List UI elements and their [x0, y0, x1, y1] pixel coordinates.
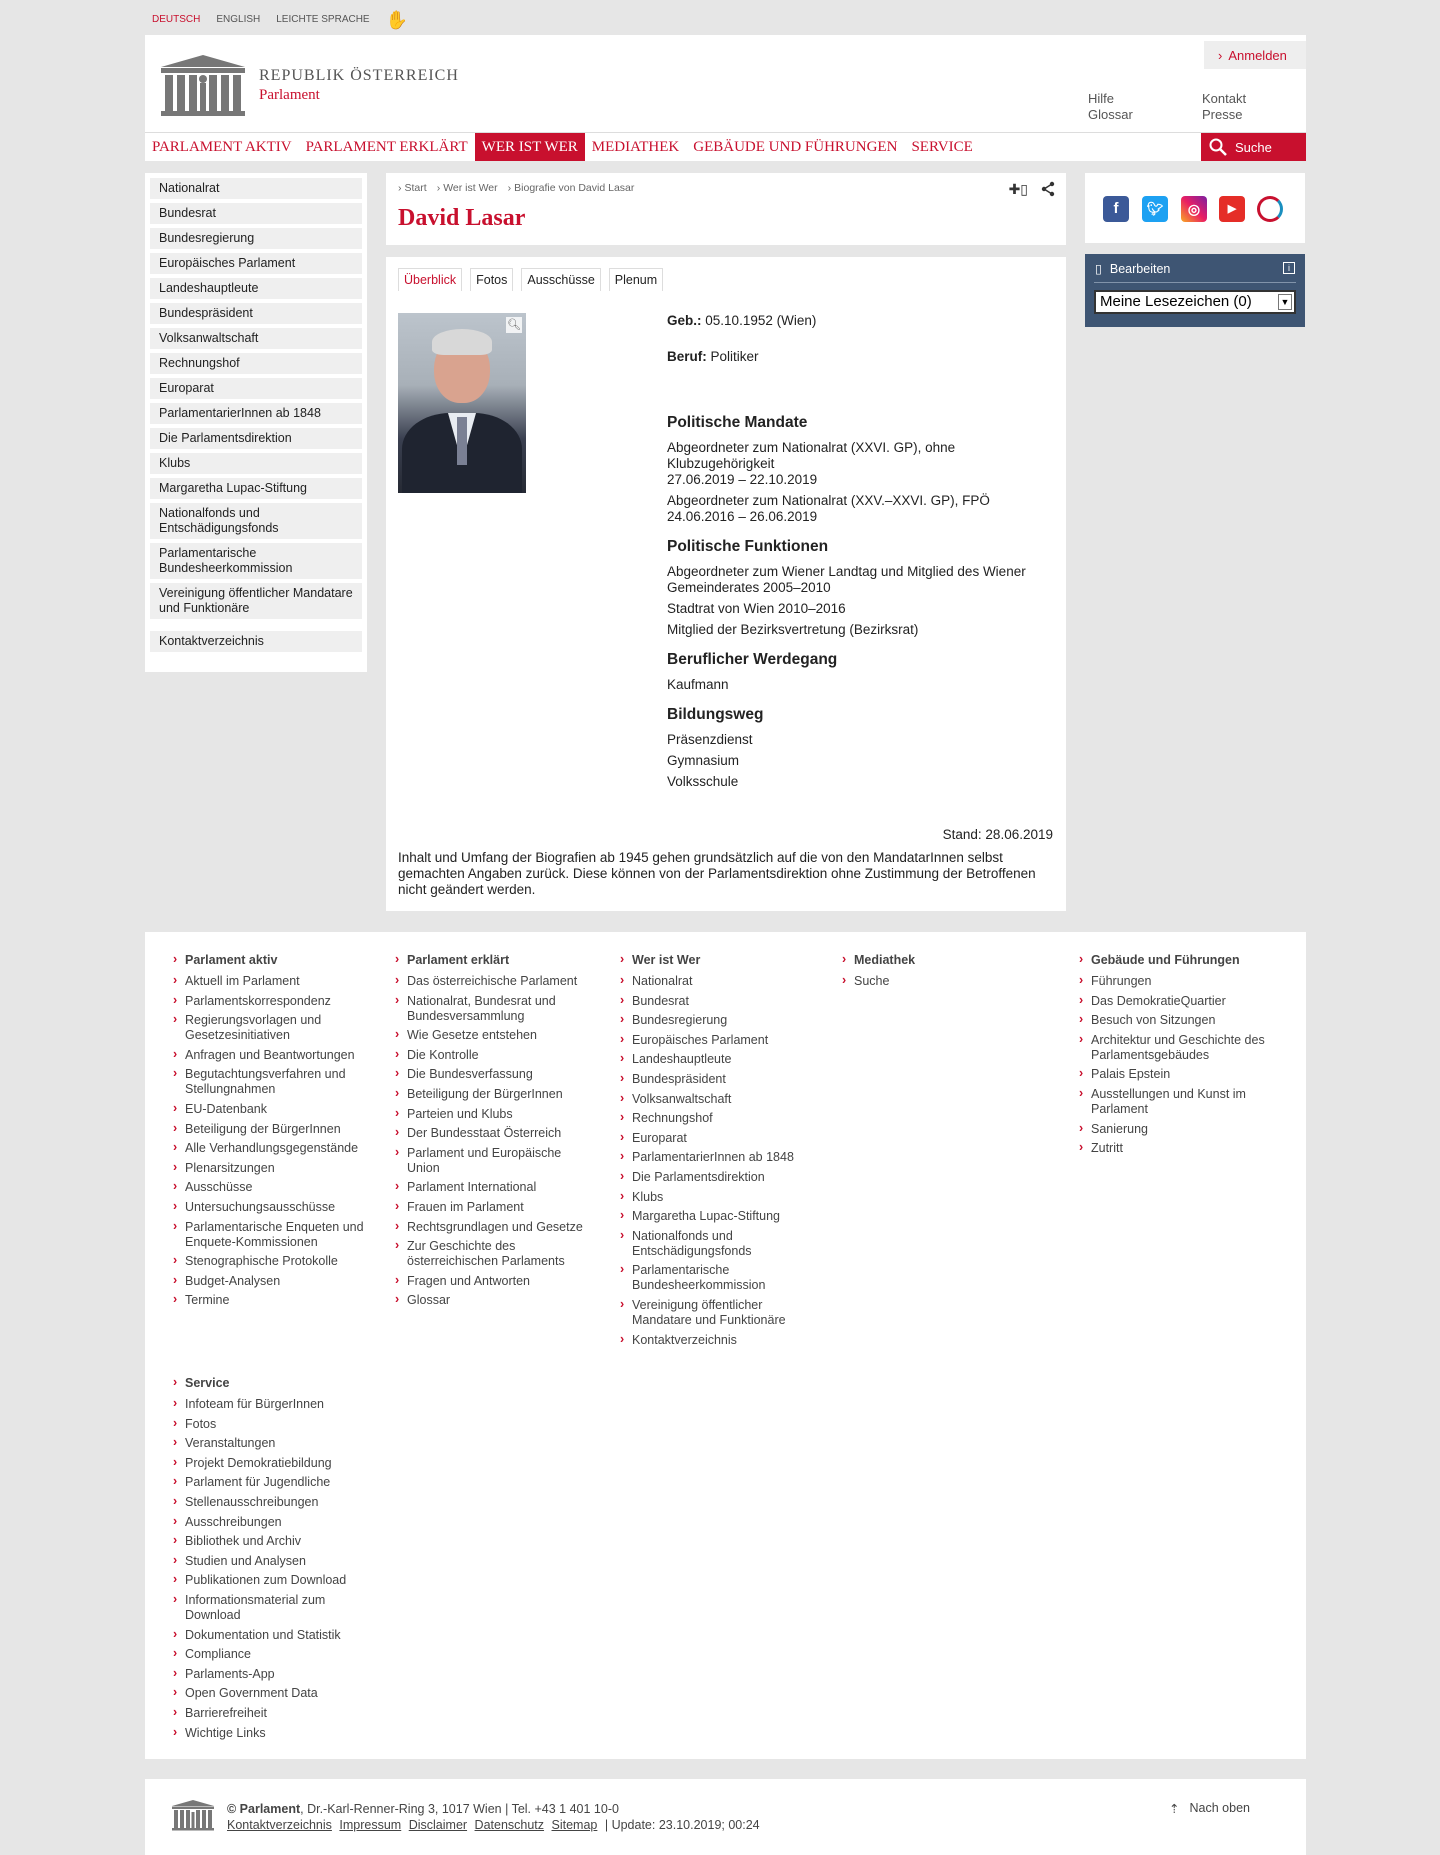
function-entry: Stadtrat von Wien 2010–2016 [667, 601, 846, 616]
nav-gebaeude[interactable]: GEBÄUDE UND FÜHRUNGEN [693, 138, 898, 155]
sitemap-link[interactable]: › Publikationen zum Download [173, 1573, 373, 1588]
press-link[interactable]: Presse [1202, 107, 1243, 122]
sitemap-link[interactable]: › Budget-Analysen [173, 1274, 373, 1289]
arrow-up-icon: ⇡ [1169, 1802, 1180, 1816]
mandate-entry: Abgeordneter zum Nationalrat (XXVI. GP), ohne Klubzugehörigkeit 27.06.2019 – 22.10.2019 [667, 440, 956, 487]
footer-link-impressum[interactable]: Impressum [339, 1818, 402, 1832]
parliament-logo[interactable] [159, 53, 459, 117]
education-heading: Bildungsweg [667, 706, 764, 723]
sitemap-link[interactable]: › Beteiligung der BürgerInnen [395, 1087, 595, 1102]
sitemap-link[interactable]: › Alle Verhandlungsgegenstände [173, 1141, 373, 1156]
sidebar-item-parlamentarierinnen[interactable]: ParlamentarierInnen ab 1848 [150, 403, 362, 424]
language-bar [152, 9, 409, 30]
sitemap-heading[interactable]: › Wer ist Wer [620, 953, 820, 968]
disclaimer-text: Inhalt und Umfang der Biografien ab 1945 gehen grundsätzlich auf die von den MandatarInnen selbst gemachten Angaben zurück. Diese können von der Parlamentsdirektion ohne Zustimmung der Betroffenen nicht geändert werden. [398, 850, 1036, 897]
sitemap-link[interactable]: › Nationalfonds und Entschädigungsfonds [620, 1229, 820, 1259]
sitemap-link[interactable]: › Vereinigung öffentlicher Mandatare und Funktionäre [620, 1298, 820, 1328]
sitemap-link[interactable]: › Parlament und Europäische Union [395, 1146, 595, 1176]
title-box [386, 173, 1066, 245]
footer-link-disclaimer[interactable]: Disclaimer [408, 1818, 468, 1832]
function-entry: Abgeordneter zum Wiener Landtag und Mitglied des Wiener Gemeinderates 2005–2010 [667, 564, 1026, 595]
breadcrumb-current: › Biografie von David Lasar [508, 182, 635, 194]
sitemap-link[interactable]: › Rechtsgrundlagen und Gesetze [395, 1220, 595, 1235]
tab-ueberblick[interactable]: Überblick [398, 268, 462, 291]
sitemap-link[interactable]: › Dokumentation und Statistik [173, 1628, 373, 1643]
last-updated: Stand: 28.06.2019 [942, 827, 1053, 842]
footer-update: | Update: 23.10.2019; 00:24 [604, 1818, 760, 1832]
contact-link[interactable]: Kontakt [1202, 91, 1247, 106]
sitemap-heading[interactable]: › Parlament erklärt [395, 953, 595, 968]
chevron-down-icon: ▼ [1278, 294, 1292, 310]
sitemap-link[interactable]: › Bibliothek und Archiv [173, 1534, 373, 1549]
profile-tabs [398, 268, 663, 291]
sitemap-link[interactable]: › Plenarsitzungen [173, 1161, 373, 1176]
sidebar-item-bundesregierung[interactable]: Bundesregierung [150, 228, 362, 249]
meta-links-2 [1202, 91, 1246, 123]
sitemap-link[interactable]: › Aktuell im Parlament [173, 974, 373, 989]
footer-address: © Parlament, Dr.-Karl-Renner-Ring 3, 1017 Wien | Tel. +43 1 401 10-0 Kontaktverzeichnis Impressum Disclaimer Datenschutz Sitemap | Update: 23.10.2019; 00:24 [227, 1802, 760, 1832]
instagram-icon[interactable]: ◎ [1181, 196, 1207, 222]
sitemap-link[interactable]: › Parlaments-App [173, 1667, 373, 1682]
sitemap-link[interactable]: › EU-Datenbank [173, 1102, 373, 1117]
sitemap-link[interactable]: › Anfragen und Beantwortungen [173, 1048, 373, 1063]
sitemap-heading[interactable]: › Service [173, 1376, 373, 1391]
sidebar-item-volksanwaltschaft[interactable]: Volksanwaltschaft [150, 328, 362, 349]
meta-links-1 [1088, 91, 1133, 123]
bottom-footer [145, 1779, 1306, 1855]
nav-parlament-aktiv[interactable]: PARLAMENT AKTIV [152, 138, 292, 155]
sitemap-link[interactable]: › Termine [173, 1293, 373, 1308]
bookmark-icon: ▯ [1095, 262, 1102, 276]
sitemap-link[interactable]: › Suche [842, 974, 1042, 989]
sitemap-link[interactable]: › Europäisches Parlament [620, 1033, 820, 1048]
sitemap-link[interactable]: › Begutachtungsverfahren und Stellungnahmen [173, 1067, 373, 1097]
sitemap-link[interactable]: › Bundesregierung [620, 1013, 820, 1028]
tab-ausschuesse[interactable]: Ausschüsse [521, 268, 600, 291]
education-entry: Gymnasium [667, 753, 740, 768]
sitemap-link[interactable]: › Rechnungshof [620, 1111, 820, 1126]
sidebar-item-vereinigung[interactable]: Vereinigung öffentlicher Mandatare und Funktionäre [150, 583, 362, 619]
sitemap-link[interactable]: › Ausstellungen und Kunst im Parlament [1079, 1087, 1279, 1117]
career-heading: Beruflicher Werdegang [667, 651, 838, 668]
sitemap-link[interactable]: › Ausschüsse [173, 1180, 373, 1195]
parliament-building-icon [171, 1799, 215, 1831]
page-title: David Lasar [398, 205, 526, 231]
page-tools [1009, 181, 1056, 198]
sidebar-item-europarat[interactable]: Europarat [150, 378, 362, 399]
sidebar-item-bundesrat[interactable]: Bundesrat [150, 203, 362, 224]
glossary-link[interactable]: Glossar [1088, 107, 1133, 122]
function-entry: Mitglied der Bezirksvertretung (Bezirksrat) [667, 622, 919, 637]
login-button[interactable]: › Anmelden [1204, 41, 1306, 69]
sitemap-link[interactable]: › Veranstaltungen [173, 1436, 373, 1451]
sitemap-link[interactable]: › Untersuchungsausschüsse [173, 1200, 373, 1215]
sidebar-item-bundespraesident[interactable]: Bundespräsident [150, 303, 362, 324]
site-header [145, 35, 1306, 161]
lang-deutsch[interactable]: DEUTSCH [152, 14, 201, 25]
demokratiewebstatt-icon[interactable] [1257, 196, 1283, 222]
sitemap-link[interactable]: › Bundespräsident [620, 1072, 820, 1087]
share-icon[interactable] [1040, 181, 1056, 197]
sitemap-link[interactable]: › Ausschreibungen [173, 1515, 373, 1530]
sitemap-link[interactable]: › Sanierung [1079, 1122, 1279, 1137]
sitemap-col-parlament-aktiv [173, 953, 373, 1313]
help-link[interactable]: Hilfe [1088, 91, 1115, 106]
sitemap-link[interactable]: › Wichtige Links [173, 1726, 373, 1741]
job-row: Beruf: Politiker [667, 349, 759, 364]
career-entry: Kaufmann [667, 677, 729, 692]
profile-facts [667, 313, 1057, 795]
info-icon[interactable]: i [1283, 262, 1295, 274]
sitemap-link[interactable]: › Stenographische Protokolle [173, 1254, 373, 1269]
sitemap-heading[interactable]: › Mediathek [842, 953, 1042, 968]
sitemap-link[interactable]: › Zutritt [1079, 1141, 1279, 1156]
sitemap-link[interactable]: › Studien und Analysen [173, 1554, 373, 1569]
sitemap-link[interactable]: › Parlament International [395, 1180, 595, 1195]
sitemap-link[interactable]: › Die Kontrolle [395, 1048, 595, 1063]
sidebar-item-nationalrat[interactable]: Nationalrat [150, 178, 362, 199]
biography-content [386, 257, 1066, 911]
sitemap-col-mediathek [842, 953, 1042, 994]
footer-link-datenschutz[interactable]: Datenschutz [474, 1818, 545, 1832]
sitemap-link[interactable]: › Beteiligung der BürgerInnen [173, 1122, 373, 1137]
nav-service[interactable]: SERVICE [911, 138, 973, 155]
sitemap-link[interactable]: › Parlamentarische Bundesheerkommission [620, 1263, 820, 1293]
mandates-heading: Politische Mandate [667, 414, 808, 431]
sidebar-item-landeshauptleute[interactable]: Landeshauptleute [150, 278, 362, 299]
education-entry: Präsenzdienst [667, 732, 753, 747]
sitemap-link[interactable]: › Nationalrat, Bundesrat und Bundesversammlung [395, 994, 595, 1024]
job-value: Politiker [710, 349, 759, 364]
search-button[interactable]: Suche [1201, 133, 1306, 161]
nav-wer-ist-wer[interactable]: WER IST WER [475, 133, 585, 161]
sidebar-item-lupac-stiftung[interactable]: Margaretha Lupac-Stiftung [150, 478, 362, 499]
mandate-entry: Abgeordneter zum Nationalrat (XXV.–XXVI. GP), FPÖ 24.06.2016 – 26.06.2019 [667, 493, 990, 524]
bookmark-edit[interactable]: Bearbeiten [1109, 261, 1171, 276]
sitemap-col-wer-ist-wer [620, 953, 820, 1352]
sitemap-link[interactable]: › Das österreichische Parlament [395, 974, 595, 989]
add-bookmark-icon[interactable]: ✚▯ [1008, 181, 1028, 197]
sitemap-link[interactable]: › Nationalrat [620, 974, 820, 989]
footer-link-kontaktverzeichnis[interactable]: Kontaktverzeichnis [227, 1818, 332, 1832]
sitemap-link[interactable]: › Parlamentarische Enqueten und Enquete-Kommissionen [173, 1220, 373, 1250]
facebook-icon[interactable]: f [1103, 196, 1129, 222]
sitemap-link[interactable]: › Glossar [395, 1293, 595, 1308]
social-media-box [1085, 173, 1305, 243]
nav-mediathek[interactable]: MEDIATHEK [591, 138, 680, 155]
footer-sitemap [145, 932, 1306, 1759]
sitemap-link[interactable]: › Palais Epstein [1079, 1067, 1279, 1082]
breadcrumb-wer-ist-wer[interactable]: › Wer ist Wer [437, 182, 498, 194]
sidebar-item-rechnungshof[interactable]: Rechnungshof [150, 353, 362, 374]
sitemap-link[interactable]: › ParlamentarierInnen ab 1848 [620, 1150, 820, 1165]
sitemap-link[interactable]: › Das DemokratieQuartier [1079, 994, 1279, 1009]
sitemap-link[interactable]: › Margaretha Lupac-Stiftung [620, 1209, 820, 1224]
sitemap-link[interactable]: › Architektur und Geschichte des Parlamentsgebäudes [1079, 1033, 1279, 1063]
sitemap-link[interactable]: › Informationsmaterial zum Download [173, 1593, 373, 1623]
sitemap-link[interactable]: › Die Bundesverfassung [395, 1067, 595, 1082]
sitemap-link[interactable]: › Fotos [173, 1417, 373, 1432]
sitemap-col-service [173, 1376, 373, 1745]
tab-fotos[interactable]: Fotos [470, 268, 513, 291]
sitemap-link[interactable]: › Besuch von Sitzungen [1079, 1013, 1279, 1028]
sitemap-link[interactable]: › Parteien und Klubs [395, 1107, 595, 1122]
sidebar-item-eu-parlament[interactable]: Europäisches Parlament [150, 253, 362, 274]
sitemap-link[interactable]: › Barrierefreiheit [173, 1706, 373, 1721]
sidebar-nav [145, 173, 367, 672]
sitemap-link[interactable]: › Kontaktverzeichnis [620, 1333, 820, 1348]
lang-english[interactable]: ENGLISH [216, 14, 261, 25]
sidebar-item-nationalfonds[interactable]: Nationalfonds und Entschädigungsfonds [150, 503, 362, 539]
birth-value: 05.10.1952 (Wien) [705, 313, 817, 328]
tab-plenum[interactable]: Plenum [609, 268, 663, 291]
sitemap-link[interactable]: › Stellenausschreibungen [173, 1495, 373, 1510]
logo-title: REPUBLIK ÖSTERREICH [259, 66, 459, 84]
sitemap-link[interactable]: › Regierungsvorlagen und Gesetzesinitiativen [173, 1013, 373, 1043]
parliament-building-icon [159, 53, 247, 117]
back-to-top-link[interactable]: ⇡ Nach oben [1169, 1801, 1250, 1816]
zoom-icon[interactable]: 🔍︎ [507, 319, 521, 331]
footer-link-sitemap[interactable]: Sitemap [551, 1818, 598, 1832]
sitemap-link[interactable]: › Parlament für Jugendliche [173, 1475, 373, 1490]
nav-parlament-erklaert[interactable]: PARLAMENT ERKLÄRT [305, 138, 468, 155]
sitemap-link[interactable]: › Frauen im Parlament [395, 1200, 595, 1215]
sitemap-link[interactable]: › Volksanwaltschaft [620, 1092, 820, 1107]
sitemap-link[interactable]: › Infoteam für BürgerInnen [173, 1397, 373, 1412]
sitemap-link[interactable]: › Zur Geschichte des österreichischen Parlaments [395, 1239, 595, 1269]
sitemap-link[interactable]: › Compliance [173, 1647, 373, 1662]
sidebar-item-kontaktverzeichnis[interactable]: Kontaktverzeichnis [150, 631, 362, 652]
breadcrumb [398, 182, 634, 194]
sitemap-link[interactable]: › Landeshauptleute [620, 1052, 820, 1067]
sitemap-col-gebaeude [1079, 953, 1279, 1161]
sitemap-heading[interactable]: › Parlament aktiv [173, 953, 373, 968]
functions-heading: Politische Funktionen [667, 538, 829, 555]
sitemap-link[interactable]: › Bundesrat [620, 994, 820, 1009]
sitemap-link[interactable]: › Open Government Data [173, 1686, 373, 1701]
sitemap-col-parlament-erklaert [395, 953, 595, 1313]
birth-row: Geb.: 05.10.1952 (Wien) [667, 313, 817, 328]
sitemap-link[interactable]: › Der Bundesstaat Österreich [395, 1126, 595, 1141]
sitemap-link[interactable]: › Projekt Demokratiebildung [173, 1456, 373, 1471]
sidebar-item-klubs[interactable]: Klubs [150, 453, 362, 474]
logo-subtitle: Parlament [259, 86, 320, 103]
youtube-icon[interactable]: ▶ [1219, 196, 1245, 222]
sitemap-link[interactable]: › Die Parlamentsdirektion [620, 1170, 820, 1185]
sitemap-link[interactable]: › Europarat [620, 1131, 820, 1146]
sidebar-item-bundesheerkommission[interactable]: Parlamentarische Bundesheerkommission [150, 543, 362, 579]
sitemap-link[interactable]: › Wie Gesetze entstehen [395, 1028, 595, 1043]
sidebar-item-parlamentsdirektion[interactable]: Die Parlamentsdirektion [150, 428, 362, 449]
sign-language-icon[interactable]: ✋ [385, 9, 409, 30]
sitemap-link[interactable]: › Führungen [1079, 974, 1279, 989]
education-entry: Volksschule [667, 774, 739, 789]
lang-leichte-sprache[interactable]: LEICHTE SPRACHE [276, 14, 370, 25]
twitter-icon[interactable]: 🐦︎ [1142, 196, 1168, 222]
bookmark-widget [1085, 254, 1305, 327]
portrait-photo[interactable] [398, 313, 526, 493]
sitemap-heading[interactable]: › Gebäude und Führungen [1079, 953, 1279, 968]
bookmark-select[interactable]: Meine Lesezeichen (0) ▼ [1094, 290, 1296, 314]
search-icon [1209, 138, 1227, 156]
breadcrumb-start[interactable]: › Start [398, 182, 427, 194]
main-navigation [145, 132, 1306, 161]
sitemap-link[interactable]: › Fragen und Antworten [395, 1274, 595, 1289]
sitemap-link[interactable]: › Parlamentskorrespondenz [173, 994, 373, 1009]
sitemap-link[interactable]: › Klubs [620, 1190, 820, 1205]
